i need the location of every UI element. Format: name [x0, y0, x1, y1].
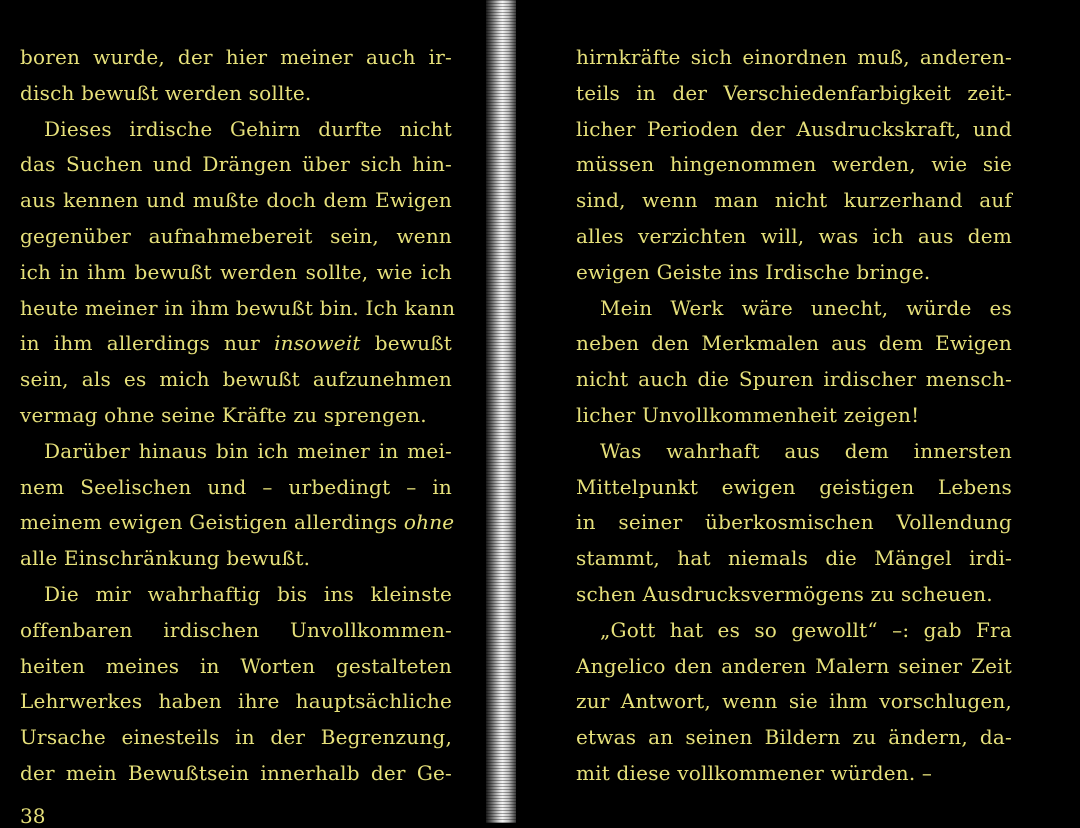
text-line: sind, wenn man nicht kurzerhand auf: [576, 188, 1012, 213]
text-line: licher Unvollkommenheit zeigen!: [576, 402, 920, 427]
text-line: zur Antwort, wenn sie ihm vorschlugen,: [576, 689, 1012, 714]
text-line: gegenüber aufnahmebereit sein, wenn: [20, 223, 452, 248]
text-line: alles verzichten will, was ich aus dem: [576, 223, 1012, 248]
text-line: Was wahrhaft aus dem innersten: [600, 438, 1012, 463]
text-line: disch bewußt werden sollte.: [20, 80, 312, 105]
text-line: „Gott hat es so gewollt“ –: gab Fra: [600, 617, 1012, 642]
text-line: nem Seelischen und – urbedingt – in: [20, 474, 452, 499]
text-line: etwas an seinen Bildern zu ändern, da-: [576, 725, 1012, 750]
text-line: offenbaren irdischen Unvollkommen-: [20, 617, 452, 642]
text-line: Angelico den anderen Malern seiner Zeit: [576, 653, 1012, 678]
emphasized-word: insoweit: [274, 331, 361, 356]
text-line: ewigen Geiste ins Irdische bringe.: [576, 259, 931, 284]
text-line: boren wurde, der hier meiner auch ir-: [20, 45, 452, 69]
text-line: hirnkräfte sich einordnen muß, anderen-: [576, 45, 1012, 69]
text-line: das Suchen und Drängen über sich hin-: [20, 152, 452, 177]
text-line: heute meiner in ihm bewußt bin. Ich kann: [20, 295, 456, 320]
text-line: der mein Bewußtsein innerhalb der Ge-: [20, 760, 452, 785]
text-line: schen Ausdrucksvermögens zu scheuen.: [576, 581, 993, 606]
text-line-with-emphasis: [20, 326, 452, 362]
right-page: [576, 40, 1012, 792]
text-line: stammt, hat niemals die Mängel irdi-: [576, 546, 1012, 571]
text-line: Ursache einesteils in der Begrenzung,: [20, 725, 452, 750]
left-page: [20, 40, 456, 792]
text-line: sein, als es mich bewußt aufzunehmen: [20, 367, 452, 392]
text-line: in seiner überkosmischen Vollendung: [576, 510, 1012, 535]
text-line: Die mir wahrhaftig bis ins kleinste: [44, 581, 452, 606]
text-line: vermag ohne seine Kräfte zu sprengen.: [20, 402, 427, 427]
text-line: alle Einschränkung bewußt.: [20, 546, 311, 571]
text-line: Lehrwerkes haben ihre hauptsächliche: [20, 689, 452, 714]
text-line: heiten meines in Worten gestalteten: [20, 653, 452, 678]
text-segment: in ihm allerdings nur: [20, 331, 260, 356]
text-line: müssen hingenommen werden, wie sie: [576, 152, 1012, 177]
book-gutter: [486, 0, 516, 823]
text-line: Mein Werk wäre unecht, würde es: [600, 295, 1012, 320]
text-line: Dieses irdische Gehirn durfte nicht: [44, 116, 452, 141]
text-line: licher Perioden der Ausdruckskraft, und: [576, 116, 1012, 141]
text-line: Darüber hinaus bin ich meiner in mei-: [44, 438, 452, 463]
text-line-with-emphasis: [20, 505, 455, 541]
text-line: neben den Merkmalen aus dem Ewigen: [576, 331, 1012, 356]
emphasized-word: ohne: [403, 510, 455, 535]
page-number: 38: [20, 804, 46, 828]
text-line: nicht auch die Spuren irdischer mensch-: [576, 367, 1012, 392]
text-segment: meinem ewigen Geistigen allerdings: [20, 510, 398, 535]
text-segment: bewußt: [374, 331, 452, 356]
text-line: mit diese vollkommener würden. –: [576, 760, 933, 785]
text-line: Mittelpunkt ewigen geistigen Lebens: [576, 474, 1012, 499]
text-line: aus kennen und mußte doch dem Ewigen: [20, 188, 452, 213]
text-line: ich in ihm bewußt werden sollte, wie ich: [20, 259, 452, 284]
text-line: teils in der Verschiedenfarbigkeit zeit-: [576, 80, 1012, 105]
